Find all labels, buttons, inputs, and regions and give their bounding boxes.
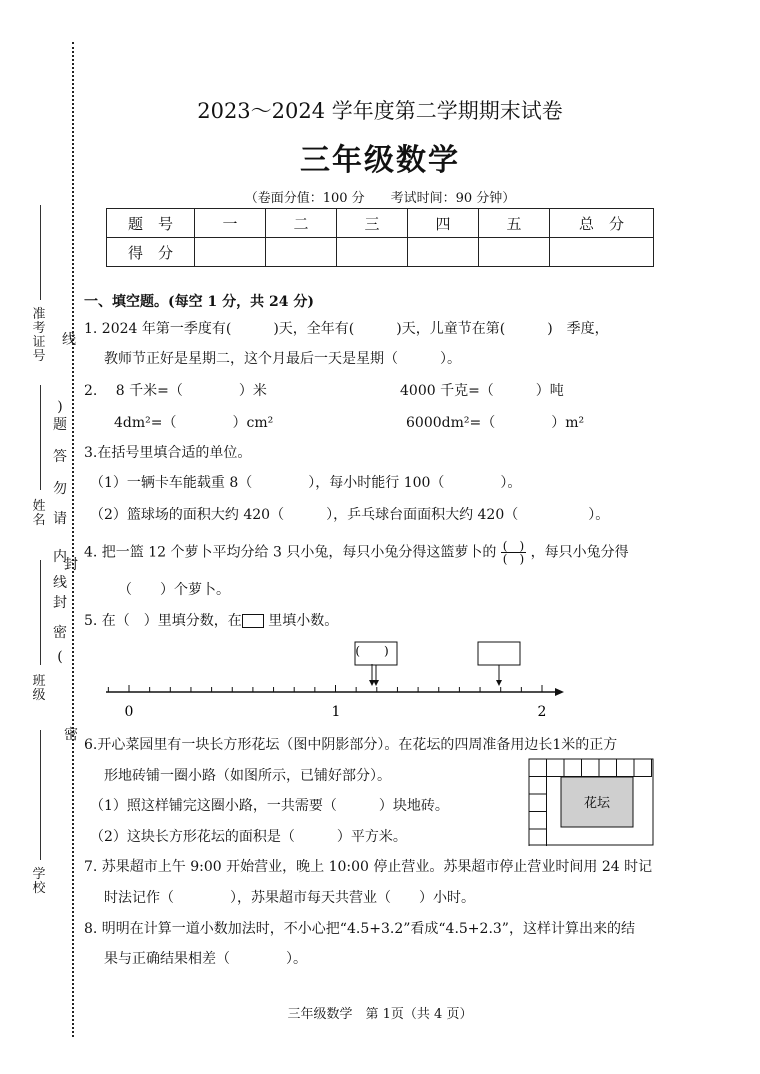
seal-char: 密 — [53, 625, 67, 641]
tick-label-0: 0 — [124, 704, 134, 720]
flower-bed-label: 花坛 — [583, 796, 611, 811]
question-6-part-1: （1）照这样铺完这圈小路，一共需要（ ）块地砖。 — [90, 798, 449, 814]
floor-tile — [582, 759, 600, 777]
question-4-line-1 — [84, 540, 629, 565]
exam-subject: 三年级数学 — [300, 143, 460, 178]
floor-tile — [529, 794, 547, 812]
garden-diagram — [528, 758, 654, 846]
question-5-text-pre: 5. 在（ ）里填分数，在 — [84, 613, 242, 629]
question-7-line-2: 时法记作（ ），苏果超市每天共营业（ ）小时。 — [104, 890, 475, 906]
floor-tile — [529, 759, 547, 777]
score-header-cell: 题 号 — [107, 209, 195, 238]
floor-tile — [547, 759, 565, 777]
fraction-blank[interactable] — [501, 540, 526, 565]
score-row-label: 得 分 — [107, 238, 195, 267]
score-header-cell: 二 — [266, 209, 337, 238]
exam-meta: （卷面分值：100 分 考试时间：90 分钟） — [244, 191, 516, 206]
seal-char: ) — [57, 399, 63, 415]
question-3-part-2: （2）篮球场的面积大约 420（ ），乒乓球台面面积大约 420（ ）。 — [90, 507, 610, 523]
question-2-left-1: 2. 8 千米=（ ）米 — [84, 383, 267, 399]
question-8-line-1: 8. 明明在计算一道小数加法时，不小心把“4.5+3.2”看成“4.5+2.3”，这样计算出来的结 — [84, 921, 635, 937]
score-cell[interactable] — [550, 238, 654, 267]
score-header-cell: 一 — [195, 209, 266, 238]
fraction-denominator: ( ) — [502, 552, 525, 566]
name-label: 姓名 — [32, 499, 46, 528]
arrow-b-head-icon — [373, 680, 379, 686]
question-4-text-pre: 4. 把一篮 12 个萝卜平均分给 3 只小兔，每只小兔分得这篮萝卜的 — [84, 544, 497, 561]
question-2-right-2: 6000dm²=（ ）m² — [406, 415, 585, 431]
question-6-part-2: （2）这块长方形花坛的面积是（ ）平方米。 — [90, 829, 407, 845]
page-footer: 三年级数学 第 1页（共 4 页） — [287, 1007, 473, 1022]
question-2-left-2: 4dm²=（ ）cm² — [114, 415, 274, 431]
seal-char: 题 — [53, 417, 67, 433]
score-table-header-row — [107, 209, 654, 238]
decimal-box-icon — [242, 614, 264, 628]
question-6-line-2: 形地砖铺一圈小路（如图所示，已铺好部分）。 — [104, 768, 391, 784]
question-5-line — [84, 610, 338, 630]
score-cell[interactable] — [195, 238, 266, 267]
floor-tile — [529, 829, 547, 846]
name-underline — [40, 385, 41, 490]
exam-title: 2023～2024 学年度第二学期期末试卷 — [197, 99, 563, 123]
decimal-box-c[interactable] — [478, 642, 520, 665]
question-3-stem: 3.在括号里填合适的单位。 — [84, 445, 252, 461]
score-header-cell: 总 分 — [550, 209, 654, 238]
question-4-line-2: （ ）个萝卜。 — [118, 582, 230, 598]
floor-tile — [564, 759, 582, 777]
arrow-c-head-icon — [496, 680, 502, 686]
number-line — [100, 636, 570, 720]
school-label: 学校 — [32, 867, 46, 896]
seal-char: 勿 — [53, 481, 67, 497]
score-table — [106, 208, 654, 267]
exam-no-label: 准考证号 — [32, 307, 46, 364]
question-6-line-1: 6.开心菜园里有一块长方形花坛（图中阴影部分）。在花坛的四周准备用边长1米的正方 — [84, 737, 618, 753]
number-line-arrowhead-icon — [555, 688, 564, 696]
section-heading: 一、填空题。(每空 1 分，共 24 分) — [84, 294, 314, 310]
question-3-part-1: （1）一辆卡车能载重 8（ ），每小时能行 100（ ）。 — [90, 475, 522, 491]
question-2-right-1: 4000 千克=（ ）吨 — [400, 383, 564, 399]
tick-label-1: 1 — [331, 704, 341, 720]
question-4-text-post: ，每只小兔分得 — [530, 544, 629, 561]
floor-tile — [599, 759, 617, 777]
school-underline — [40, 730, 41, 860]
question-5-text-post: 里填小数。 — [268, 613, 339, 629]
score-header-cell: 五 — [479, 209, 550, 238]
fraction-blank-paren: ( ) — [355, 644, 389, 658]
seal-char: 请 — [53, 511, 67, 527]
score-cell[interactable] — [408, 238, 479, 267]
seal-char: 内 — [53, 549, 67, 565]
seal-char: 线 — [53, 575, 67, 591]
class-label: 班级 — [32, 674, 46, 703]
seal-char: ( — [57, 649, 63, 665]
seal-char: 密 — [64, 727, 78, 743]
seal-char: 线 — [62, 332, 76, 348]
score-cell[interactable] — [337, 238, 408, 267]
question-1-line-1: 1. 2024 年第一季度有( )天，全年有( )天，儿童节在第( ) 季度， — [84, 321, 609, 337]
seal-char: 答 — [53, 449, 67, 465]
floor-tile — [529, 777, 547, 795]
tick-label-2: 2 — [537, 704, 547, 720]
floor-tile — [617, 759, 635, 777]
seal-char: 封 — [53, 595, 67, 611]
score-header-cell: 四 — [408, 209, 479, 238]
score-cell[interactable] — [479, 238, 550, 267]
score-cell[interactable] — [266, 238, 337, 267]
score-header-cell: 三 — [337, 209, 408, 238]
question-1-line-2: 教师节正好是星期二，这个月最后一天是星期（ ）。 — [104, 351, 461, 367]
seal-char: 封 — [64, 557, 78, 573]
class-underline — [40, 560, 41, 665]
score-table-score-row — [107, 238, 654, 267]
exam-no-underline — [40, 205, 41, 300]
question-7-line-1: 7. 苏果超市上午 9:00 开始营业，晚上 10:00 停止营业。苏果超市停止营业时间用 24 时记 — [84, 859, 653, 875]
floor-tile — [634, 759, 652, 777]
floor-tile — [529, 812, 547, 830]
question-8-line-2: 果与正确结果相差（ ）。 — [104, 951, 307, 967]
number-line-ticks — [108, 685, 542, 692]
fraction-numerator: ( ) — [502, 539, 525, 553]
